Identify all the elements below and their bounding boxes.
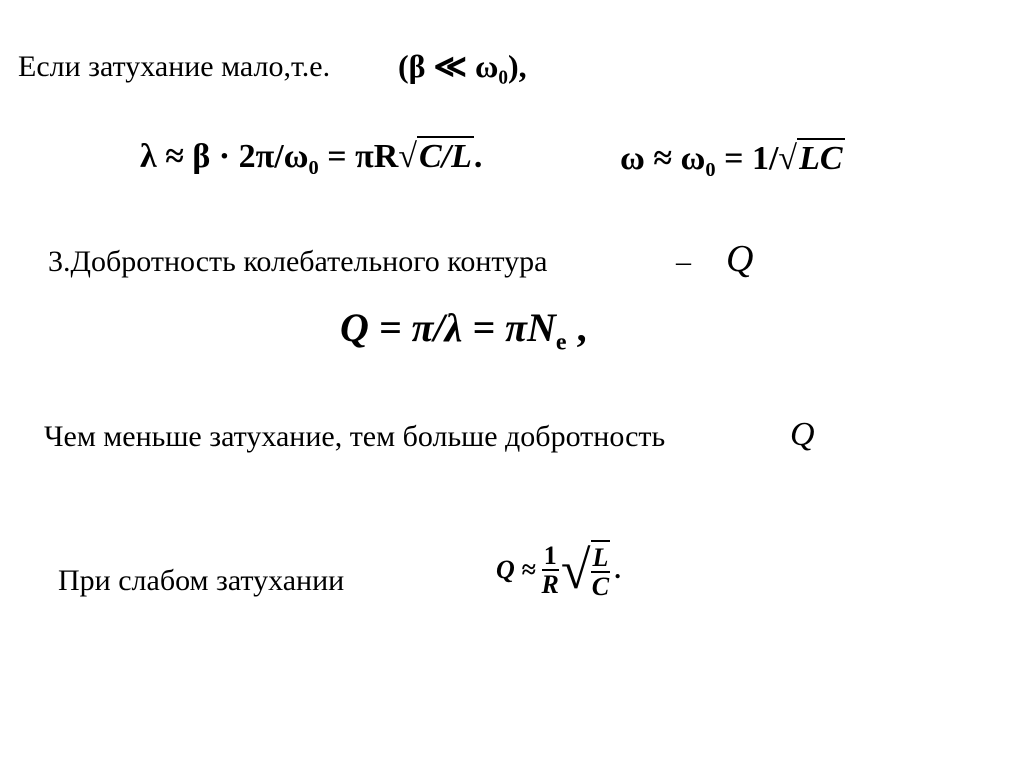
formula-weak-fraction <box>542 542 559 599</box>
sqrt-icon: √ <box>560 540 591 601</box>
text-less-damping: Чем меньше затухание, тем больше добротность <box>44 420 666 453</box>
text-small-damping: Если затухание мало,т.е. <box>18 50 331 83</box>
formula-q <box>340 305 587 356</box>
text-dash: – <box>676 245 691 278</box>
formula-weak-lhs: Q ≈ <box>496 555 536 585</box>
text-quality-factor: 3.Добротность колебательного контура <box>48 245 548 278</box>
formula-lambda-mid: = πR <box>318 138 399 175</box>
formula-q-lhs: Q = π/λ = πN <box>340 305 556 350</box>
formula-omega-sub: 0 <box>705 159 716 182</box>
formula-lambda-end: . <box>473 138 483 175</box>
formula-condition: (β ≪ ω₀), <box>398 48 527 84</box>
formula-q-end: , <box>566 305 587 350</box>
formula-lambda-lhs: λ ≈ β · 2π/ω <box>140 138 309 175</box>
formula-weak-den: R <box>541 570 559 600</box>
formula-weak-rad-num: L <box>592 543 609 572</box>
formula-omega-mid: = 1/ <box>715 140 779 177</box>
symbol-q: Q <box>726 238 754 280</box>
formula-weak-num: 1 <box>542 542 559 571</box>
formula-omega-lhs: ω ≈ ω <box>620 140 706 177</box>
symbol-q-2: Q <box>790 416 815 453</box>
formula-weak-rad-den: C <box>591 572 610 602</box>
formula-lambda <box>140 140 482 179</box>
formula-lambda-radicand: C/L <box>418 138 472 175</box>
formula-omega-radicand: LC <box>799 140 843 177</box>
formula-q-sub: e <box>555 329 567 356</box>
text-weak-damping: При слабом затухании <box>58 564 345 597</box>
formula-weak-damping <box>496 540 621 601</box>
formula-lambda-sqrt: √C/L <box>398 138 472 175</box>
formula-weak-end: . <box>614 555 621 585</box>
formula-lambda-sub: 0 <box>308 157 319 180</box>
formula-omega-sqrt: √LC <box>778 140 843 177</box>
formula-omega <box>620 142 845 181</box>
formula-weak-radicand <box>591 540 611 601</box>
